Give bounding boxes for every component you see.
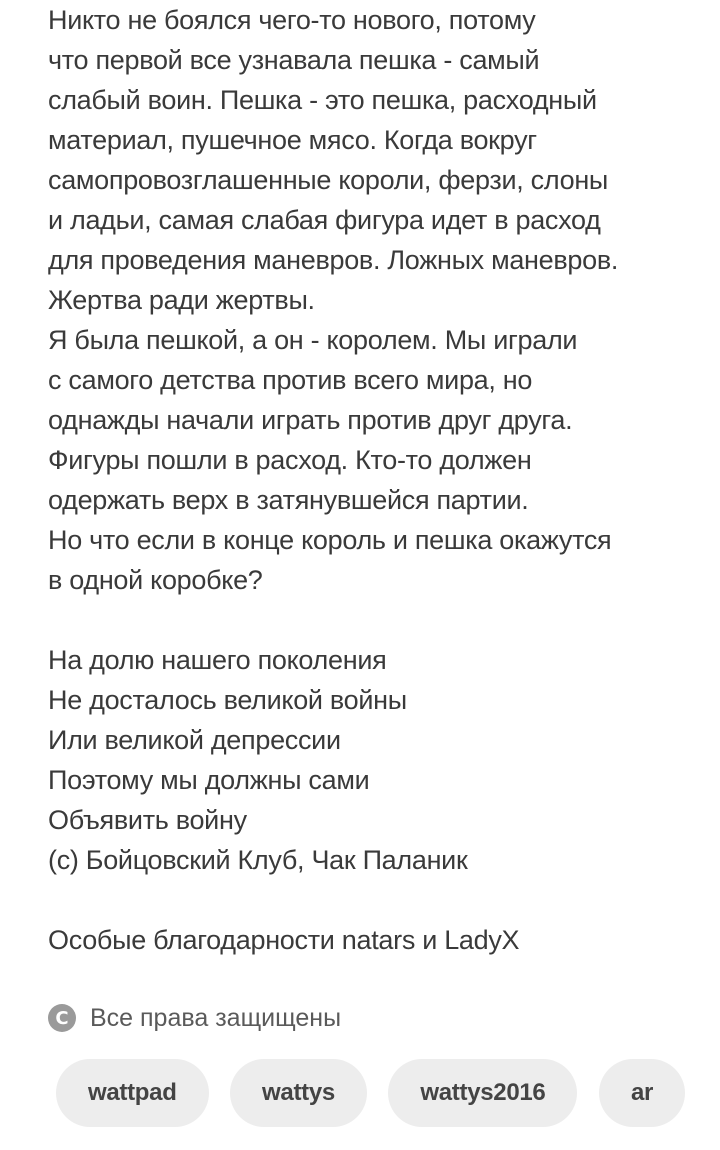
story-text — [48, 0, 688, 960]
story-line: самопровозглашенные короли, ферзи, слоны — [48, 165, 609, 195]
story-line: в одной коробке? — [48, 565, 263, 595]
paragraph-gap — [48, 880, 688, 920]
story-line: Но что если в конце король и пешка окажутся — [48, 525, 612, 555]
copyright-text: Все права защищены — [90, 1003, 342, 1032]
quote-attribution: (с) Бойцовский Клуб, Чак Паланик — [48, 845, 468, 875]
story-thanks — [48, 920, 688, 960]
story-line: материал, пушечное мясо. Когда вокруг — [48, 125, 537, 155]
story-line: для проведения маневров. Ложных маневров. — [48, 245, 619, 275]
tag-list — [56, 1059, 688, 1127]
story-line: Жертва ради жертвы. — [48, 285, 315, 315]
story-line: Никто не боялся чего-то нового, потому — [48, 5, 536, 35]
tag-wattys[interactable]: wattys — [230, 1059, 367, 1127]
quote-line: Объявить войну — [48, 805, 247, 835]
story-line: Фигуры пошли в расход. Кто-то должен — [48, 445, 532, 475]
story-line: однажды начали играть против друг друга. — [48, 405, 573, 435]
story-line: и ладьи, самая слабая фигура идет в расход — [48, 205, 601, 235]
tag-wattpad[interactable]: wattpad — [56, 1059, 209, 1127]
copyright-notice — [48, 1000, 341, 1036]
story-line: слабый воин. Пешка - это пешка, расходный — [48, 85, 597, 115]
story-line: с самого детства против всего мира, но — [48, 365, 533, 395]
tag-partial[interactable]: ar — [599, 1059, 685, 1127]
paragraph-gap — [48, 600, 688, 640]
quote-line: Или великой депрессии — [48, 725, 341, 755]
quote-line: Поэтому мы должны сами — [48, 765, 370, 795]
story-line: Я была пешкой, а он - королем. Мы играли — [48, 325, 578, 355]
thanks-line: Особые благодарности natars и LadyX — [48, 925, 520, 955]
copyright-icon: C — [48, 1004, 76, 1032]
quote-line: На долю нашего поколения — [48, 645, 387, 675]
quote-line: Не досталось великой войны — [48, 685, 407, 715]
story-paragraph — [48, 0, 688, 600]
story-quote — [48, 640, 688, 880]
story-line: что первой все узнавала пешка - самый — [48, 45, 540, 75]
tag-wattys2016[interactable]: wattys2016 — [388, 1059, 577, 1127]
story-line: одержать верх в затянувшейся партии. — [48, 485, 529, 515]
